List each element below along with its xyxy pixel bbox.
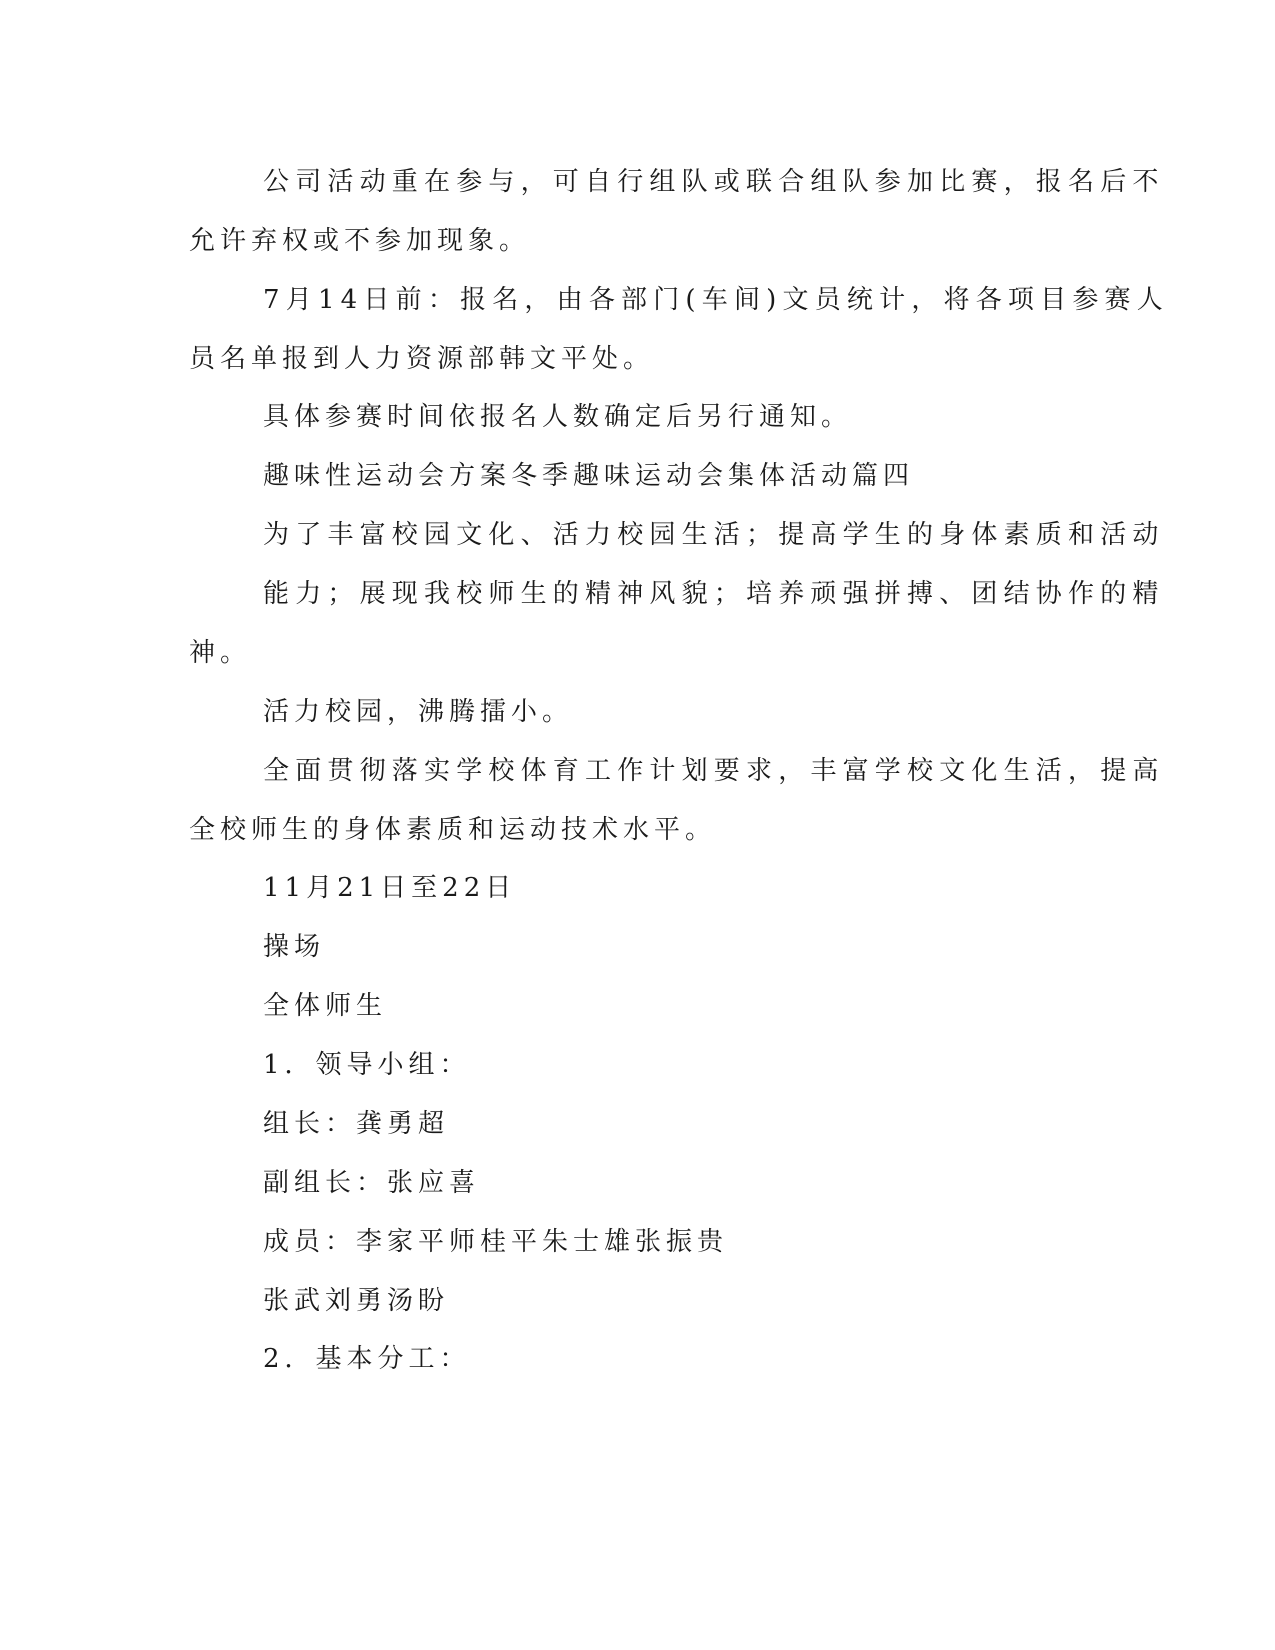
paragraph-line: 神。 bbox=[189, 638, 252, 668]
paragraph-line: 为了丰富校园文化、活力校园生活；提高学生的身体素质和活动 bbox=[263, 520, 1165, 550]
paragraph-line: 员名单报到人力资源部韩文平处。 bbox=[189, 344, 655, 374]
paragraph-line: 允许弃权或不参加现象。 bbox=[189, 226, 531, 256]
paragraph-line: 能力；展现我校师生的精神风貌；培养顽强拼搏、团结协作的精 bbox=[263, 579, 1165, 609]
list-item: 副组长：张应喜 bbox=[263, 1168, 481, 1198]
paragraph-line: 全校师生的身体素质和运动技术水平。 bbox=[189, 815, 717, 845]
location-line: 操场 bbox=[263, 932, 326, 962]
list-heading: 1．领导小组： bbox=[263, 1050, 471, 1080]
list-item: 张武刘勇汤盼 bbox=[263, 1286, 450, 1316]
date-line: 11月21日至22日 bbox=[263, 873, 517, 903]
section-heading: 趣味性运动会方案冬季趣味运动会集体活动篇四 bbox=[263, 461, 915, 491]
paragraph-line: 公司活动重在参与，可自行组队或联合组队参加比赛，报名后不 bbox=[263, 167, 1165, 197]
list-item: 成员：李家平师桂平朱士雄张振贵 bbox=[263, 1227, 729, 1257]
list-heading: 2．基本分工： bbox=[263, 1344, 471, 1374]
participants-line: 全体师生 bbox=[263, 991, 388, 1021]
paragraph-line: 具体参赛时间依报名人数确定后另行通知。 bbox=[263, 402, 853, 432]
paragraph-line: 活力校园，沸腾擂小。 bbox=[263, 697, 574, 727]
paragraph-line: 7月14日前：报名，由各部门(车间)文员统计，将各项目参赛人 bbox=[263, 285, 1169, 315]
paragraph-line: 全面贯彻落实学校体育工作计划要求，丰富学校文化生活，提高 bbox=[263, 756, 1165, 786]
list-item: 组长：龚勇超 bbox=[263, 1109, 450, 1139]
